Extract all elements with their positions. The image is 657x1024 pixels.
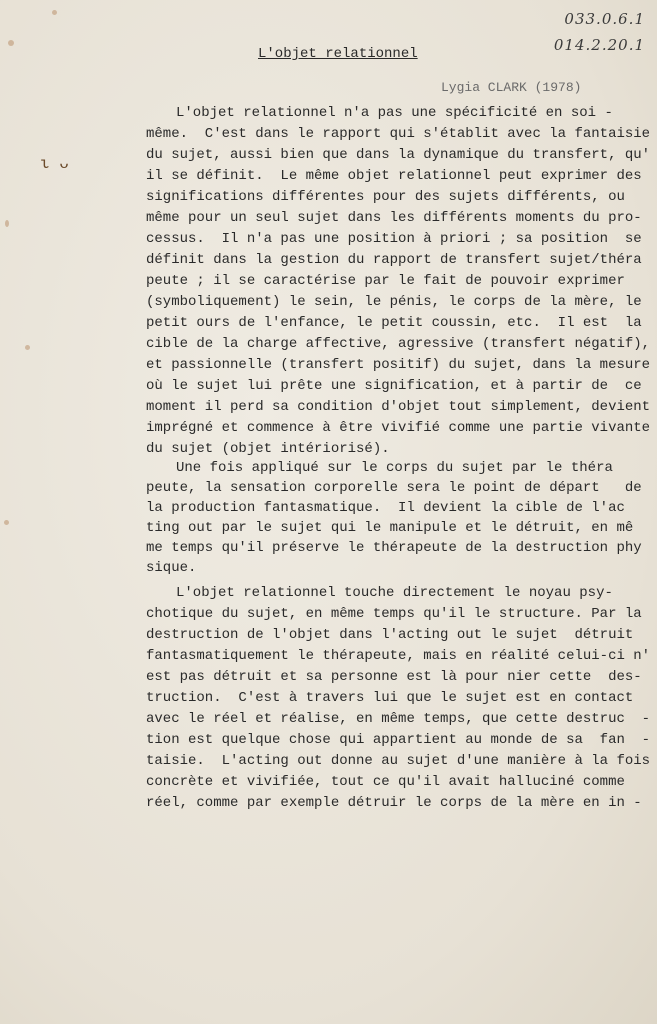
archive-ref-2: 014.2.20.1 <box>553 36 645 54</box>
text-line: destruction de l'objet dans l'acting out le sujet détruit <box>146 627 634 643</box>
text-line: L'objet relationnel n'a pas une spécificité en soi - <box>176 105 613 121</box>
text-line: il se définit. Le même objet relationnel peut exprimer des <box>146 168 642 184</box>
stain <box>5 220 9 227</box>
text-line: où le sujet lui prête une signification, et à partir de ce <box>146 378 642 394</box>
text-line: définit dans la gestion du rapport de transfert sujet/théra <box>146 252 642 268</box>
text-line: réel, comme par exemple détruir le corps de la mère en in - <box>146 795 642 811</box>
text-line: (symboliquement) le sein, le pénis, le corps de la mère, le <box>146 294 642 310</box>
text-line: me temps qu'il préserve le thérapeute de la destruction phy <box>146 540 642 556</box>
text-line: Une fois appliqué sur le corps du sujet par le théra <box>176 460 613 476</box>
text-line: concrète et vivifiée, tout ce qu'il avait halluciné comme <box>146 774 625 790</box>
document-title: L'objet relationnel <box>258 46 418 62</box>
text-line: chotique du sujet, en même temps qu'il le structure. Par la <box>146 606 642 622</box>
stain <box>52 10 57 15</box>
text-line: est pas détruit et sa personne est là pour nier cette des- <box>146 669 642 685</box>
author-line: Lygia CLARK (1978) <box>441 80 582 95</box>
text-line: du sujet (objet intériorisé). <box>146 441 390 457</box>
text-line: cible de la charge affective, agressive (transfert négatif), <box>146 336 651 352</box>
text-line: la production fantasmatique. Il devient la cible de l'ac <box>146 500 625 516</box>
text-line: cessus. Il n'a pas une position à priori ; sa position se <box>146 231 642 247</box>
text-line: fantasmatiquement le thérapeute, mais en réalité celui-ci n' <box>146 648 651 664</box>
text-line: petit ours de l'enfance, le petit coussin, etc. Il est la <box>146 315 642 331</box>
text-line: moment il perd sa condition d'objet tout simplement, devient <box>146 399 651 415</box>
text-line: du sujet, aussi bien que dans la dynamique du transfert, qu' <box>146 147 651 163</box>
text-line: même pour un seul sujet dans les différents moments du pro- <box>146 210 642 226</box>
text-line: L'objet relationnel touche directement le noyau psy- <box>176 585 613 601</box>
text-line: sique. <box>146 560 197 576</box>
margin-mark: ι ᴗ <box>40 155 69 173</box>
text-line: ting out par le sujet qui le manipule et le détruit, en mê <box>146 520 634 536</box>
text-line: même. C'est dans le rapport qui s'établit avec la fantaisie <box>146 126 651 142</box>
text-line: tion est quelque chose qui appartient au monde de sa fan - <box>146 732 651 748</box>
text-line: imprégné et commence à être vivifié comme une partie vivante <box>146 420 651 436</box>
archive-ref-1: 033.0.6.1 <box>564 10 645 28</box>
text-line: peute, la sensation corporelle sera le point de départ de <box>146 480 642 496</box>
text-line: truction. C'est à travers lui que le sujet est en contact <box>146 690 634 706</box>
text-line: avec le réel et réalise, en même temps, que cette destruc - <box>146 711 651 727</box>
text-line: peute ; il se caractérise par le fait de pouvoir exprimer <box>146 273 625 289</box>
stain <box>4 520 9 525</box>
text-line: significations différentes pour des sujets différents, ou <box>146 189 625 205</box>
stain <box>25 345 30 350</box>
stain <box>8 40 14 46</box>
text-line: taisie. L'acting out donne au sujet d'une manière à la fois <box>146 753 651 769</box>
text-line: et passionnelle (transfert positif) du sujet, dans la mesure <box>146 357 651 373</box>
